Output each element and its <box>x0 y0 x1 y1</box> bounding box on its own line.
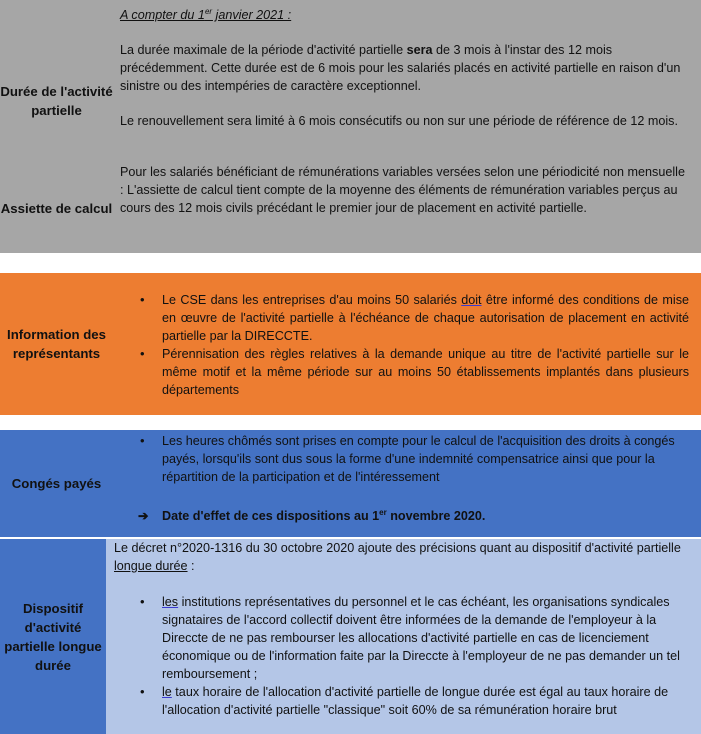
assiette-label: Assiette de calcul <box>0 200 113 216</box>
duree-paragraph-1: La durée maximale de la période d'activité partielle sera de 3 mois à l'instar des 12 mois précédemment. Cette durée est de 6 mois pour les salariés placés en activité partielle en raison d'un sinistre ou des intempéries de caractère exceptionnel. <box>120 43 681 94</box>
assiette-text: Pour les salariés bénéficiant de rémunérations variables versées selon une périodicité non mensuelle : L'assiette de calcul tient compte de la moyenne des éléments de rémunération variables perçus au cours des 12 mois civils précédant le premier jour de placement en activité partielle. <box>120 165 685 215</box>
list-item: • le taux horaire de l'allocation d'activité partielle de longue durée est égal au taux horaire de l'allocation d'activité partielle "classique" soit 60% de sa rémunération horaire brut <box>114 683 693 719</box>
list-item: • Les heures chômés sont prises en compte pour le calcul de l'acquisition des droits à congés payés, lorsqu'ils sont dus sous la forme d'une indemnité compensatrice ainsi que pour la répartition de la participation et de l'intéressement <box>120 432 689 486</box>
dispositif-content <box>114 539 693 719</box>
effect-date: ➔ Date d'effet de ces dispositions au 1er novembre 2020. <box>138 508 486 524</box>
duree-label: Durée de l'activité partielle <box>0 84 113 118</box>
dispositif-section <box>0 539 701 734</box>
duree-heading: A compter du 1er janvier 2021 : <box>120 7 292 23</box>
conges-content <box>120 432 689 525</box>
duree-assiette-section <box>0 0 701 253</box>
underlined-phrase: longue durée <box>114 559 188 573</box>
conges-list <box>120 432 689 486</box>
information-content <box>120 291 689 399</box>
underlined-word: doit <box>461 293 482 307</box>
information-label: Information des représentants <box>7 327 106 361</box>
assiette-content <box>120 163 689 217</box>
dispositif-intro: Le décret n°2020-1316 du 30 octobre 2020 ajoute des précisions quant au dispositif d'activité partielle longue durée : <box>114 541 681 573</box>
duree-paragraph-2: Le renouvellement sera limité à 6 mois consécutifs ou non sur une période de référence de 12 mois. <box>120 114 678 129</box>
conges-label: Congés payés <box>11 476 102 491</box>
list-item: • les institutions représentatives du personnel et le cas échéant, les organisations syndicales signataires de l'accord collectif doivent être informées de la demande de l'employeur à la Direccte de ne pas rembourser les allocations d'activité partielle en cas de licenciement économique ou de l'information faite par la Direccte à l'employeur de ne pas demander un tel remboursement ; <box>114 593 693 683</box>
arrow-icon: ➔ <box>138 509 149 524</box>
dispositif-label: Dispositif d'activité partielle longue durée <box>0 539 106 734</box>
information-list <box>120 291 689 399</box>
list-item: • Le CSE dans les entreprises d'au moins 50 salariés doit être informé des conditions de mise en œuvre de l'activité partielle à l'échéance de chaque autorisation de placement en activité partielle par la DIRECCTE. <box>120 291 689 345</box>
list-item: • Pérennisation des règles relatives à la demande unique au titre de l'activité partielle sur le même motif et la même période sur au moins 50 établissements implantés dans plusieurs départements <box>120 345 689 399</box>
conges-section <box>0 430 701 537</box>
duree-content <box>120 3 689 130</box>
dispositif-list <box>114 593 693 719</box>
information-section <box>0 273 701 415</box>
